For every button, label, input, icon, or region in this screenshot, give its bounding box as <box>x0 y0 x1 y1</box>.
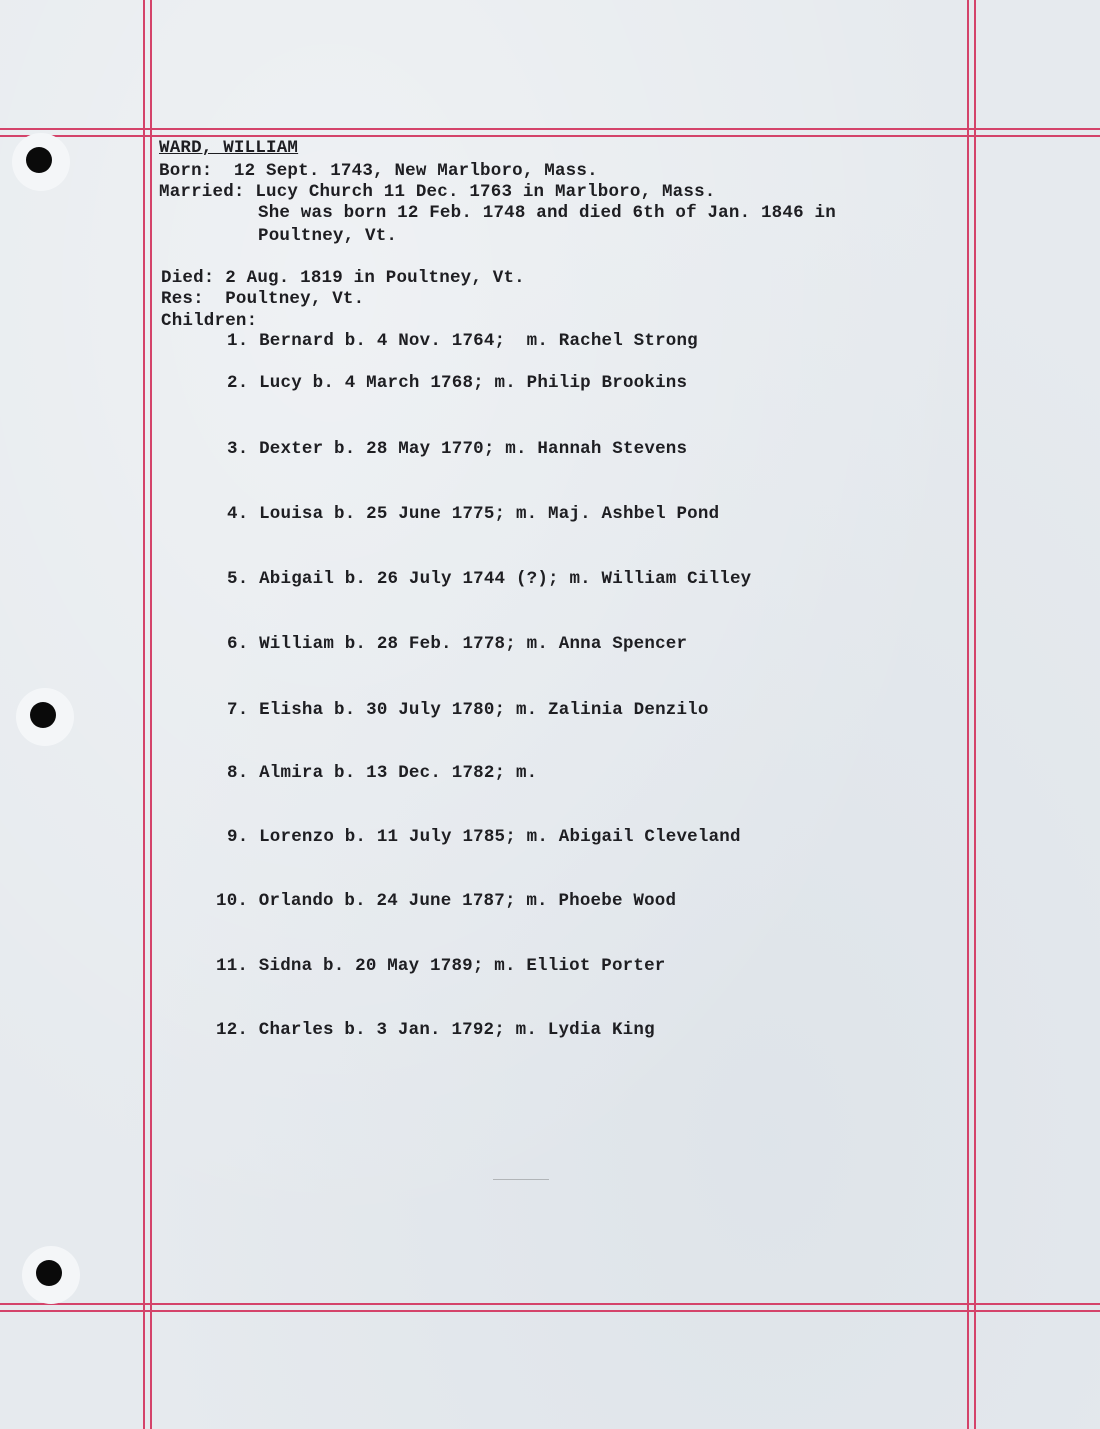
child-entry-5: 5. Abigail b. 26 July 1744 (?); m. William Cilley <box>227 569 752 589</box>
child-entry-11: 11. Sidna b. 20 May 1789; m. Elliot Porter <box>216 956 666 976</box>
residence-line: Res: Poultney, Vt. <box>161 289 365 309</box>
child-entry-4: 4. Louisa b. 25 June 1775; m. Maj. Ashbel Pond <box>227 504 720 524</box>
margin-rule-top-outer <box>0 128 1100 130</box>
pencil-mark <box>493 1179 549 1180</box>
child-entry-6: 6. William b. 28 Feb. 1778; m. Anna Spencer <box>227 634 688 654</box>
margin-rule-left-outer <box>143 0 145 1429</box>
child-entry-12: 12. Charles b. 3 Jan. 1792; m. Lydia King <box>216 1020 655 1040</box>
record-heading: WARD, WILLIAM <box>159 138 299 158</box>
margin-rule-left-inner <box>150 0 152 1429</box>
punch-hole-top <box>12 133 70 191</box>
punch-hole-bottom <box>22 1246 80 1304</box>
punch-hole-middle <box>16 688 74 746</box>
born-line: Born: 12 Sept. 1743, New Marlboro, Mass. <box>159 161 598 181</box>
margin-rule-right-outer <box>967 0 969 1429</box>
died-line: Died: 2 Aug. 1819 in Poultney, Vt. <box>161 268 525 288</box>
margin-rule-bottom-outer <box>0 1303 1100 1305</box>
child-entry-8: 8. Almira b. 13 Dec. 1782; m. <box>227 763 538 783</box>
child-entry-1: 1. Bernard b. 4 Nov. 1764; m. Rachel Strong <box>227 331 698 351</box>
margin-rule-top-inner <box>0 135 1100 137</box>
child-entry-9: 9. Lorenzo b. 11 July 1785; m. Abigail Cleveland <box>227 827 741 847</box>
margin-rule-bottom-inner <box>0 1310 1100 1312</box>
margin-rule-right-inner <box>974 0 976 1429</box>
married-detail-line-2: Poultney, Vt. <box>258 226 398 246</box>
child-entry-7: 7. Elisha b. 30 July 1780; m. Zalinia Denzilo <box>227 700 709 720</box>
child-entry-10: 10. Orlando b. 24 June 1787; m. Phoebe Wood <box>216 891 677 911</box>
child-entry-2: 2. Lucy b. 4 March 1768; m. Philip Brookins <box>227 373 688 393</box>
children-label: Children: <box>161 311 258 331</box>
married-line: Married: Lucy Church 11 Dec. 1763 in Marlboro, Mass. <box>159 182 716 202</box>
married-detail-line-1: She was born 12 Feb. 1748 and died 6th of Jan. 1846 in <box>258 203 836 223</box>
child-entry-3: 3. Dexter b. 28 May 1770; m. Hannah Stevens <box>227 439 688 459</box>
